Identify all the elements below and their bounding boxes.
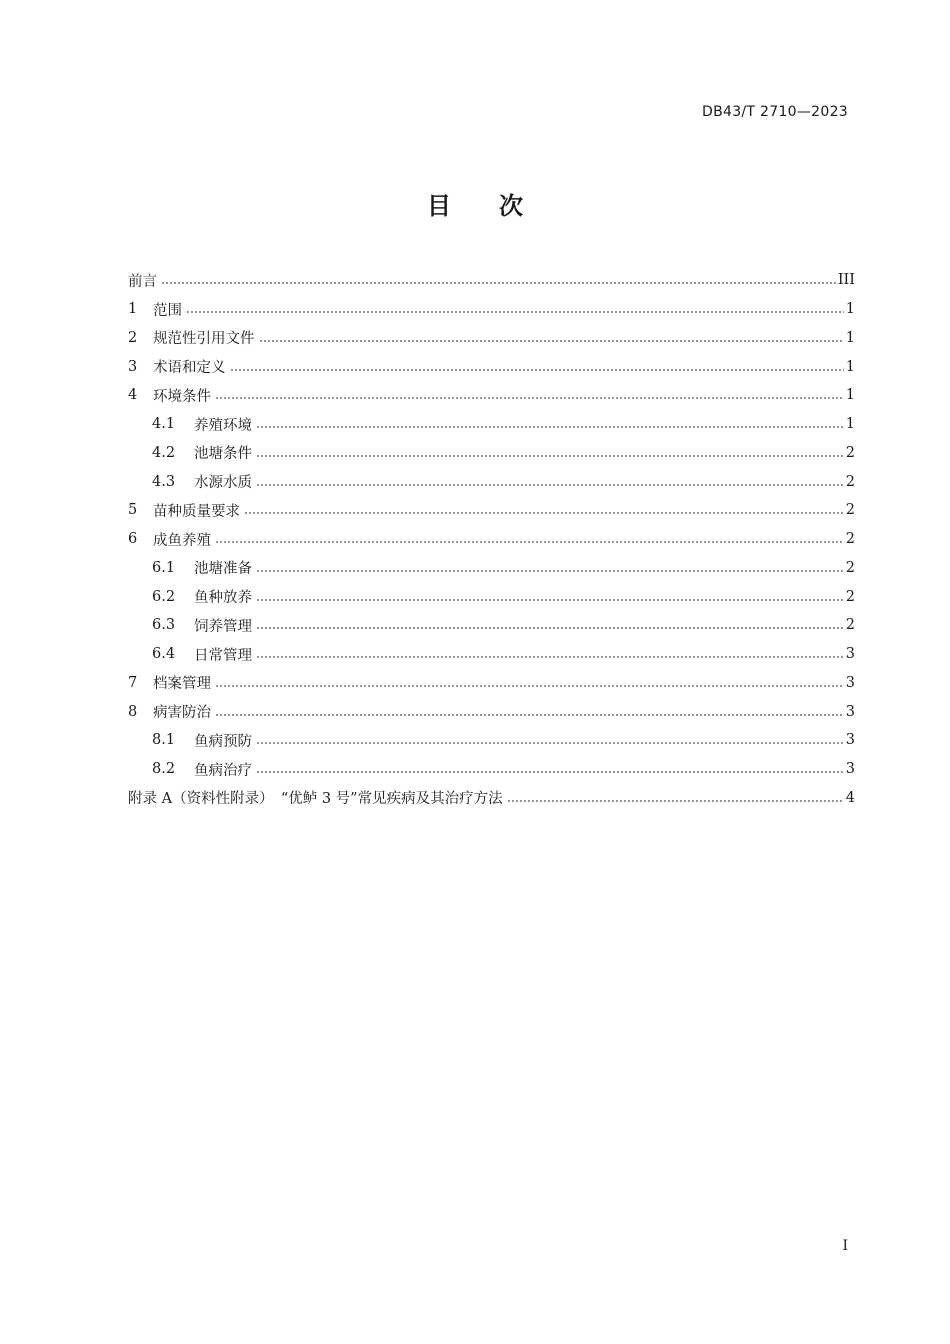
toc-entry-title: 档案管理 bbox=[153, 676, 211, 693]
toc-leader-dots bbox=[215, 397, 844, 399]
toc-entry-page: 1 bbox=[845, 301, 855, 318]
toc-entry[interactable] bbox=[128, 669, 855, 698]
toc-entry[interactable] bbox=[128, 640, 855, 669]
toc-entry-title: 池塘准备 bbox=[194, 561, 252, 578]
toc-entry-title: 病害防治 bbox=[153, 705, 211, 722]
toc-entry-page: 3 bbox=[845, 732, 855, 749]
toc-entry[interactable] bbox=[128, 439, 855, 468]
toc-entry-number: 3 bbox=[128, 358, 138, 375]
toc-entry-number: 4.1 bbox=[152, 416, 176, 433]
toc-entry-page: 1 bbox=[845, 358, 855, 375]
toc-entry-number: 1 bbox=[128, 301, 138, 318]
toc-entry-title: 附录 A（资料性附录） “优鲈 3 号”常见疾病及其治疗方法 bbox=[128, 791, 503, 808]
toc-entry-title: 成鱼养殖 bbox=[153, 532, 211, 549]
standard-code: DB43/T 2710—2023 bbox=[702, 104, 848, 120]
toc-leader-dots bbox=[256, 570, 844, 572]
toc-entry[interactable] bbox=[128, 352, 855, 381]
toc-entry[interactable] bbox=[128, 697, 855, 726]
toc-entry-title: 鱼病治疗 bbox=[194, 762, 252, 779]
toc-entry-number: 4.3 bbox=[152, 473, 176, 490]
toc-entry-title: 水源水质 bbox=[194, 475, 252, 492]
toc-entry-title: 规范性引用文件 bbox=[153, 331, 255, 348]
toc-entry[interactable] bbox=[128, 266, 855, 295]
toc-entry-number: 6.1 bbox=[152, 559, 176, 576]
toc-entry[interactable] bbox=[128, 295, 855, 324]
toc-entry-title: 养殖环境 bbox=[194, 417, 252, 434]
toc-entry-page: 1 bbox=[845, 329, 855, 346]
toc-entry-page: 4 bbox=[845, 789, 855, 806]
toc-entry-number: 6.2 bbox=[152, 588, 176, 605]
toc-entry-title: 环境条件 bbox=[153, 388, 211, 405]
toc-entry-page: 2 bbox=[845, 588, 855, 605]
toc-entry-page: 2 bbox=[845, 473, 855, 490]
toc-entry-page: III bbox=[837, 272, 855, 289]
toc-entry-number: 7 bbox=[128, 674, 138, 691]
toc-entry-title: 范围 bbox=[153, 302, 182, 319]
toc-leader-dots bbox=[244, 512, 844, 514]
toc-entry-title: 术语和定义 bbox=[153, 360, 226, 377]
toc-entry-page: 2 bbox=[845, 531, 855, 548]
toc-leader-dots bbox=[256, 656, 844, 658]
toc-entry[interactable] bbox=[128, 467, 855, 496]
page-number: I bbox=[842, 1238, 848, 1254]
toc-entry-page: 3 bbox=[845, 761, 855, 778]
toc-entry-number: 5 bbox=[128, 502, 138, 519]
toc-leader-dots bbox=[256, 599, 844, 601]
toc-entry[interactable] bbox=[128, 755, 855, 784]
toc-entry-title: 前言 bbox=[128, 273, 157, 290]
toc-entry[interactable] bbox=[128, 726, 855, 755]
toc-leader-dots bbox=[256, 455, 844, 457]
toc-leader-dots bbox=[256, 426, 844, 428]
toc-entry-title: 鱼种放养 bbox=[194, 590, 252, 607]
toc-entry[interactable] bbox=[128, 611, 855, 640]
toc-entry[interactable] bbox=[128, 410, 855, 439]
toc-entry-page: 1 bbox=[845, 416, 855, 433]
toc-leader-dots bbox=[161, 282, 836, 284]
toc-entry[interactable] bbox=[128, 496, 855, 525]
toc-entry-page: 2 bbox=[845, 502, 855, 519]
toc-leader-dots bbox=[215, 714, 844, 716]
toc-entry[interactable] bbox=[128, 381, 855, 410]
toc-leader-dots bbox=[256, 627, 844, 629]
toc-entry-title: 饲养管理 bbox=[194, 618, 252, 635]
toc-entry-number: 4 bbox=[128, 387, 138, 404]
toc-entry-title: 苗种质量要求 bbox=[153, 503, 240, 520]
toc-leader-dots bbox=[215, 685, 844, 687]
toc-entry-number: 6.4 bbox=[152, 646, 176, 663]
toc-entry-number: 8.2 bbox=[152, 761, 176, 778]
toc-entry[interactable] bbox=[128, 525, 855, 554]
toc-entry-number: 6 bbox=[128, 531, 138, 548]
toc-entry-page: 3 bbox=[845, 646, 855, 663]
toc-entry-page: 3 bbox=[845, 674, 855, 691]
page-title: 目次 bbox=[427, 192, 571, 220]
toc-entry[interactable] bbox=[128, 784, 855, 813]
toc-leader-dots bbox=[256, 742, 844, 744]
toc-leader-dots bbox=[256, 771, 844, 773]
toc-entry-page: 2 bbox=[845, 617, 855, 634]
toc-entry[interactable] bbox=[128, 324, 855, 353]
toc-entry-title: 日常管理 bbox=[194, 647, 252, 664]
toc-leader-dots bbox=[256, 484, 844, 486]
toc-entry-page: 1 bbox=[845, 387, 855, 404]
toc-entry-page: 3 bbox=[845, 703, 855, 720]
toc-entry-number: 2 bbox=[128, 329, 138, 346]
toc-entry-title: 鱼病预防 bbox=[194, 733, 252, 750]
toc-entry[interactable] bbox=[128, 582, 855, 611]
toc-leader-dots bbox=[507, 800, 844, 802]
toc-leader-dots bbox=[230, 369, 844, 371]
toc-entry-number: 6.3 bbox=[152, 617, 176, 634]
table-of-contents bbox=[128, 266, 855, 812]
toc-entry-number: 8 bbox=[128, 703, 138, 720]
toc-leader-dots bbox=[186, 311, 844, 313]
toc-leader-dots bbox=[259, 340, 844, 342]
toc-entry-page: 2 bbox=[845, 444, 855, 461]
toc-entry-number: 8.1 bbox=[152, 732, 176, 749]
toc-entry-number: 4.2 bbox=[152, 444, 176, 461]
toc-entry-title: 池塘条件 bbox=[194, 446, 252, 463]
toc-leader-dots bbox=[215, 541, 844, 543]
toc-entry[interactable] bbox=[128, 554, 855, 583]
toc-entry-page: 2 bbox=[845, 559, 855, 576]
